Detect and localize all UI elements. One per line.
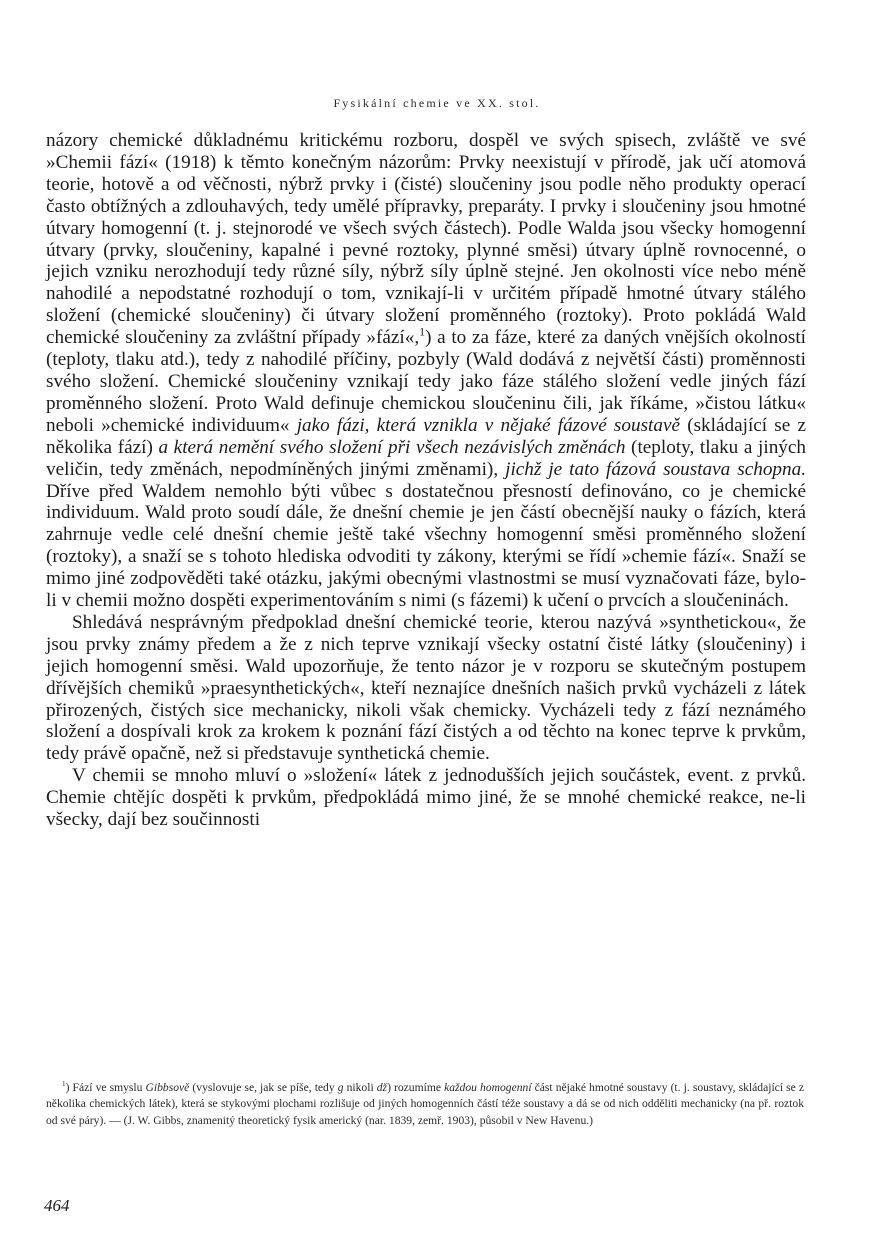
text-run: ) Fází ve smyslu <box>65 1081 146 1094</box>
text-run: ) a to za fáze, které za daných vnějších okolností (teploty, tlaku atd.), tedy z nahodilé příčiny, pozbyly (Wald dodává z největší části) proměnnosti svého složení. Chemické sloučeniny vznikají tedy jako fáze stálého složení vedle jiných fází proměnného složení. Proto Wald definuje chemickou sloučeninu čili, jak říkáme, »čistou látku« neboli »chemické individuum« <box>46 327 806 436</box>
paragraph <box>46 612 806 765</box>
footnote-marker: 1 <box>62 1080 66 1089</box>
footnote <box>46 1080 804 1129</box>
running-header: Fysikální chemie ve XX. stol. <box>333 96 541 110</box>
page-number: 464 <box>44 1196 70 1215</box>
body-text <box>46 130 806 831</box>
text-run: (vyslovuje se, jak se píše, tedy <box>189 1081 338 1094</box>
text-run: V chemii se mnoho mluví o »složení« látek z jednodušších jejich součástek, event. z prvků. Chemie chtějíc dospěti k prvkům, předpokládá mimo jiné, že se mnohé chemické reakce, ne-li všecky, dají bez součinnosti <box>46 765 806 831</box>
paragraph <box>46 130 806 612</box>
paragraph <box>46 765 806 831</box>
italic-run: jako fázi, která vznikla v nějaké fázové soustavě <box>296 414 681 436</box>
text-run: část nějaké hmotné soustavy (t. j. soustavy, skládající se z několika chemických látek), která se stykovými plochami rozlišuje od jiných homogenních částí téže soustavy a dá se od nich odděliti mechanicky (na př. roztok od své páry). — (J. W. Gibbs, znamenitý theoretický fysik americký (nar. 1839, zemř. 1903), působil v New Havenu.) <box>46 1081 805 1127</box>
text-run: (teploty, tlaku a jiných veličin, tedy změnách, nepodmíněných jinými změnami), <box>46 436 806 480</box>
italic-run: dž <box>376 1081 388 1094</box>
text-run: nikoli <box>343 1081 377 1094</box>
text-run: názory chemické důkladnému kritickému rozboru, dospěl ve svých spisech, zvláště ve své »Chemii fází« (1918) k těmto konečným názorům: Prvky neexistují v přírodě, jak učí atomová teorie, hotově a od věčnosti, nýbrž prvky i (čisté) sloučeniny jsou podle něho produkty operací často obtížných a zdlouhavých, tedy umělé přípravky, preparáty. I prvky i sloučeniny jsou hmotné útvary homogenní (t. j. stejnorodé ve všech svých částech). Podle Walda jsou všecky homogenní útvary (prvky, sloučeniny, kapalné i pevné roztoky, plynné směsi) útvary úplně rovnocenné, o jejich vzniku nerozhodují tedy různé síly, nýbrž síly úplně stejné. Jen okolnosti více nebo méně nahodilé a nepodstatné rozhodují o tom, vznikají-li v určitém případě hmotné útvary stálého složení (chemické sloučeniny) či útvary složení proměnného (roztoky). Proto pokládá Wald chemické sloučeniny za zvláštní případy »fází«, <box>46 130 806 349</box>
italic-run: a která nemění svého složení při všech nezávislých změnách <box>158 436 626 458</box>
text-run: ) rozumíme <box>387 1081 445 1094</box>
text-run: Shledává nesprávným předpoklad dnešní chemické teorie, kterou nazývá »synthetickou«, že jsou prvky známy předem a že z nich teprve vznikají všecky ostatní čisté látky (sloučeniny) i jejich homogenní směsi. Wald upozorňuje, že tento názor je v rozporu se skutečným postupem dřívějších chemiků »praesynthetických«, kteří neznajíce dnešních našich prvků vycházeli z látek přirozených, čistých sice mechanicky, nikoli však chemicky. Vycházeli tedy z fází neznámého složení a dospívali krok za krokem k poznání fází čistých a od těchto na konec teprve k prvkům, tedy právě opačně, než si představuje synthetická chemie. <box>46 611 806 765</box>
italic-run: g <box>337 1081 344 1094</box>
italic-run: Gibbsově <box>145 1081 190 1094</box>
italic-run: jichž je tato fázová soustava schopna. <box>505 458 806 480</box>
text-run: Dříve před Waldem nemohlo býti vůbec s dostatečnou přesností definováno, co je chemické individuum. Wald proto soudí dále, že dnešní chemie je jen částí obecnější nauky o fázích, která zahrnuje vedle celé dnešní chemie ještě také všechny homogenní směsi proměnného složení (roztoky), a snaží se s tohoto hlediska odvoditi ty zákony, kterými se řídí »chemie fází«. Snaží se mimo jiné zodpověděti také otázku, jakými obecnými vlastnostmi se musí vyznačovati fáze, bylo-li v chemii možno dospěti experimentováním s nimi (s fázemi) k učení o prvcích a sloučeninách. <box>46 480 806 612</box>
footnote-marker: 1 <box>419 324 426 339</box>
text-run: (skládající se z několika fází) <box>46 414 806 458</box>
italic-run: každou homogenní <box>444 1081 532 1094</box>
